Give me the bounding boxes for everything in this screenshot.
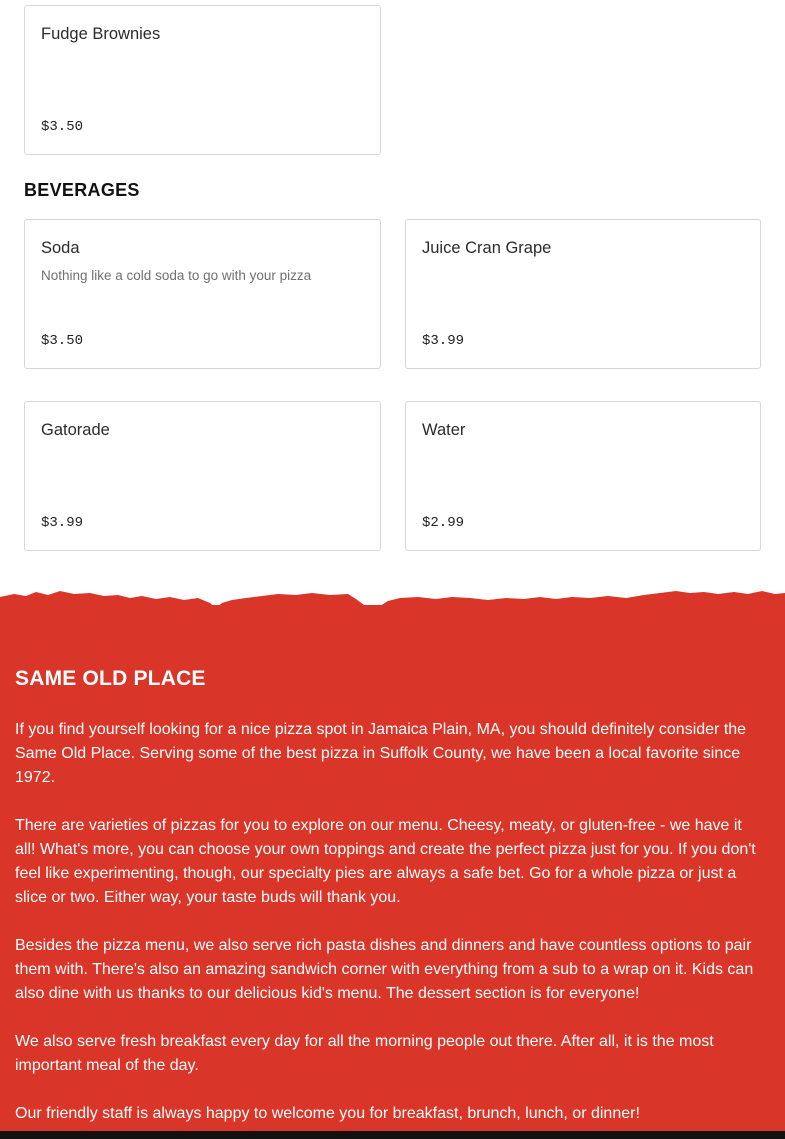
- menu-item-price: $3.50: [41, 333, 84, 349]
- menu-item-card[interactable]: [405, 401, 761, 551]
- menu-item-card[interactable]: [405, 219, 761, 369]
- menu-item-name: Fudge Brownies: [41, 25, 161, 43]
- about-section: [0, 605, 785, 1132]
- section-title-beverages: BEVERAGES: [24, 180, 140, 200]
- about-paragraph: Our friendly staff is always happy to welcome you for breakfast, brunch, lunch, or dinner!: [15, 1105, 640, 1122]
- about-paragraph: If you find yourself looking for a nice pizza spot in Jamaica Plain, MA, you should definitely consider the Same Old Place. Serving some of the best pizza in Suffolk County, we have been a local favorite since 1972.: [15, 721, 747, 786]
- menu-item-name: Soda: [41, 239, 80, 257]
- menu-item-name: Gatorade: [41, 421, 110, 439]
- bottom-bar: [0, 1131, 785, 1139]
- menu-item-price: $3.99: [41, 515, 84, 531]
- menu-item-price: $3.50: [41, 119, 84, 135]
- menu-item-price: $2.99: [422, 515, 465, 531]
- menu-item-card[interactable]: [24, 401, 381, 551]
- menu-item-card[interactable]: [24, 5, 381, 155]
- about-title: SAME OLD PLACE: [15, 667, 206, 690]
- about-paragraph: There are varieties of pizzas for you to explore on our menu. Cheesy, meaty, or gluten-free - we have it all! What's more, you can choose your own toppings and create the perfect pizza just for you. If you don't feel like experimenting, though, our specialty pies are always a safe bet. Go for a whole pizza or just a slice or two. Either way, your taste buds will thank you.: [15, 817, 756, 906]
- about-paragraph: Besides the pizza menu, we also serve rich pasta dishes and dinners and have countless options to pair them with. There's also an amazing sandwich corner with everything from a sub to a wrap on it. Kids can also dine with us thanks to our delicious kid's menu. The dessert section is for everyone!: [15, 937, 754, 1002]
- menu-item-card[interactable]: [24, 219, 381, 369]
- menu-item-name: Water: [422, 421, 466, 439]
- menu-item-name: Juice Cran Grape: [422, 239, 552, 257]
- menu-item-price: $3.99: [422, 333, 465, 349]
- menu-item-description: Nothing like a cold soda to go with your pizza: [41, 268, 312, 283]
- about-paragraph: We also serve fresh breakfast every day for all the morning people out there. After all, it is the most important meal of the day.: [15, 1033, 714, 1074]
